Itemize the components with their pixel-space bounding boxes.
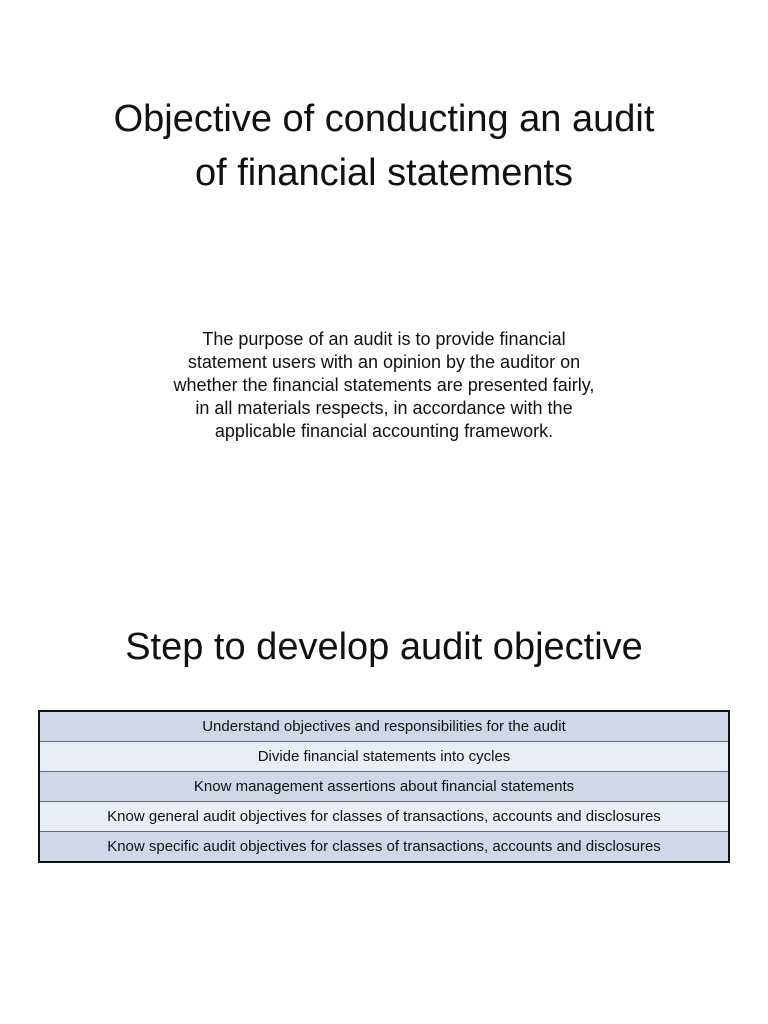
step-cell: Know specific audit objectives for classes of transactions, accounts and disclosures — [39, 832, 729, 863]
table-row — [39, 742, 729, 772]
slide-audit-steps — [0, 512, 768, 1024]
table-row — [39, 832, 729, 863]
table-row — [39, 772, 729, 802]
title-line-1: Objective of conducting an audit — [113, 98, 655, 140]
table-row — [39, 802, 729, 832]
table-row — [39, 711, 729, 742]
body-line: in all materials respects, in accordance with the — [195, 398, 573, 418]
step-cell: Divide financial statements into cycles — [39, 742, 729, 772]
body-line: applicable financial accounting framework. — [214, 421, 554, 441]
audit-purpose-text — [110, 328, 658, 443]
title-line-2: of financial statements — [194, 152, 574, 194]
slide-title — [40, 92, 728, 200]
steps-table — [38, 710, 730, 863]
slide-title: Step to develop audit objective — [125, 626, 643, 668]
body-line: whether the financial statements are presented fairly, — [173, 375, 595, 395]
body-line: The purpose of an audit is to provide financial — [202, 329, 566, 349]
step-cell: Understand objectives and responsibilities for the audit — [39, 711, 729, 742]
step-cell: Know management assertions about financial statements — [39, 772, 729, 802]
body-line: statement users with an opinion by the auditor on — [187, 352, 581, 372]
step-cell: Know general audit objectives for classes of transactions, accounts and disclosures — [39, 802, 729, 832]
